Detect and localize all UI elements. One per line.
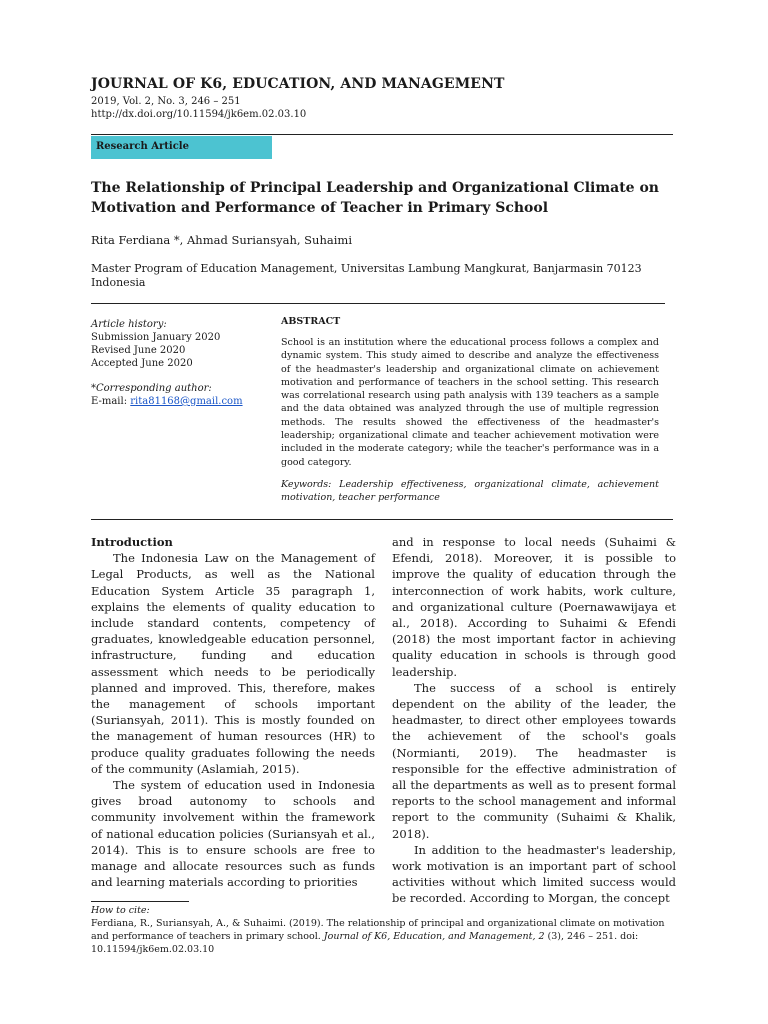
body-column-left xyxy=(91,534,375,890)
citation-footnote xyxy=(91,904,676,956)
authors: Rita Ferdiana *, Ahmad Suriansyah, Suhaimi xyxy=(91,233,352,247)
abstract-top-rule xyxy=(91,303,665,304)
affiliation xyxy=(91,262,691,290)
history-accepted: Accepted June 2020 xyxy=(91,358,193,369)
paper-title xyxy=(91,178,691,218)
journal-title: JOURNAL OF K6, EDUCATION, AND MANAGEMENT xyxy=(91,76,505,92)
email-label: E-mail: xyxy=(91,396,131,407)
keywords: Keywords: Leadership effectiveness, organizational climate, achievement motivation, teacher performance xyxy=(281,479,659,504)
citation-doi: 10.11594/jk6em.02.03.10 xyxy=(91,944,215,955)
body-top-rule xyxy=(91,519,673,520)
section-heading-introduction: Introduction xyxy=(91,535,173,549)
email-line xyxy=(91,395,271,408)
article-type-label: Research Article xyxy=(96,141,189,152)
history-submission: Submission January 2020 xyxy=(91,332,221,343)
citation-label: How to cite: xyxy=(91,905,150,916)
body-column-right xyxy=(392,534,676,907)
email-link[interactable]: rita81168@gmail.com xyxy=(130,396,243,407)
history-revised: Revised June 2020 xyxy=(91,345,186,356)
paragraph: The system of education used in Indonesia gives broad autonomy to schools and community involvement within the framework of national education policies (Suriansyah et al., 2014). This is to ensure schools are free to manage and allocate resources such as funds and learning materials according to priorities xyxy=(91,778,375,890)
journal-issue: 2019, Vol. 2, No. 3, 246 – 251 xyxy=(91,96,241,107)
abstract-body: School is an institution where the educational process follows a complex and dynamic system. This study aimed to describe and analyze the effectiveness of the headmaster's leadership and organizational climate on achievement motivation and performance of teachers in the school setting. This research was correlational research using path analysis with 139 teachers as a sample and the data obtained was analyzed through the use of multiple regression methods. The results showed the effectiveness of the headmaster's leadership; organizational climate and teacher achievement motivation were included in the moderate category; while the teacher's performance was in a good category. xyxy=(281,337,659,468)
paragraph: and in response to local needs (Suhaimi & Efendi, 2018). Moreover, it is possible to improve the quality of education through the interconnection of work habits, work culture, and organizational culture (Poernawawijaya et al., 2018). According to Suhaimi & Efendi (2018) the most important factor in achieving quality education in schools is through good leadership. xyxy=(392,535,676,679)
paper-title-line-1: The Relationship of Principal Leadership and Organizational Climate on xyxy=(91,180,659,196)
history-label: Article history: xyxy=(91,319,167,330)
article-type-badge xyxy=(91,136,272,159)
paragraph: The success of a school is entirely dependent on the ability of the leader, the headmaster, to direct other employees towards the achievement of the school's goals (Normianti, 2019). The headmaster is responsible for the effective administration of all the departments as well as to present formal reports to the school management and informal report to the community (Suhaimi & Khalik, 2018). xyxy=(392,680,676,841)
corresponding-label: *Corresponding author: xyxy=(91,383,212,394)
abstract-heading: ABSTRACT xyxy=(281,316,341,327)
paper-title-line-2: Motivation and Performance of Teacher in Primary School xyxy=(91,200,549,216)
paragraph: In addition to the headmaster's leadership, work motivation is an important part of school activities without which limited success would be recorded. According to Morgan, the concept xyxy=(392,842,676,906)
affiliation-line-2: Indonesia xyxy=(91,276,146,289)
article-history xyxy=(91,318,271,408)
citation-text: Ferdiana, R., Suriansyah, A., & Suhaimi. (2019). The relationship of principal and organizational climate on motivation and performance of teachers in primary school. Journal of K6, Education, and Management, 2 (3), 246 – 251. doi: 10.11594/jk6em.02.03.10 xyxy=(91,918,665,955)
affiliation-line-1: Master Program of Education Management, Universitas Lambung Mangkurat, Banjarmasin 70123 xyxy=(91,262,642,275)
header-rule xyxy=(91,134,673,135)
journal-doi: http://dx.doi.org/10.11594/jk6em.02.03.10 xyxy=(91,109,307,120)
paragraph: The Indonesia Law on the Management of Legal Products, as well as the National Education System Article 35 paragraph 1, explains the elements of quality education to include standard contents, competency of graduates, knowledgeable education personnel, infrastructure, funding and education assessment which needs to be periodically planned and improved. This, therefore, makes the management of schools important (Suriansyah, 2011). This is mostly founded on the management of human resources (HR) to produce quality graduates following the needs of the community (Aslamiah, 2015). xyxy=(91,551,375,776)
footnote-rule xyxy=(91,901,189,902)
